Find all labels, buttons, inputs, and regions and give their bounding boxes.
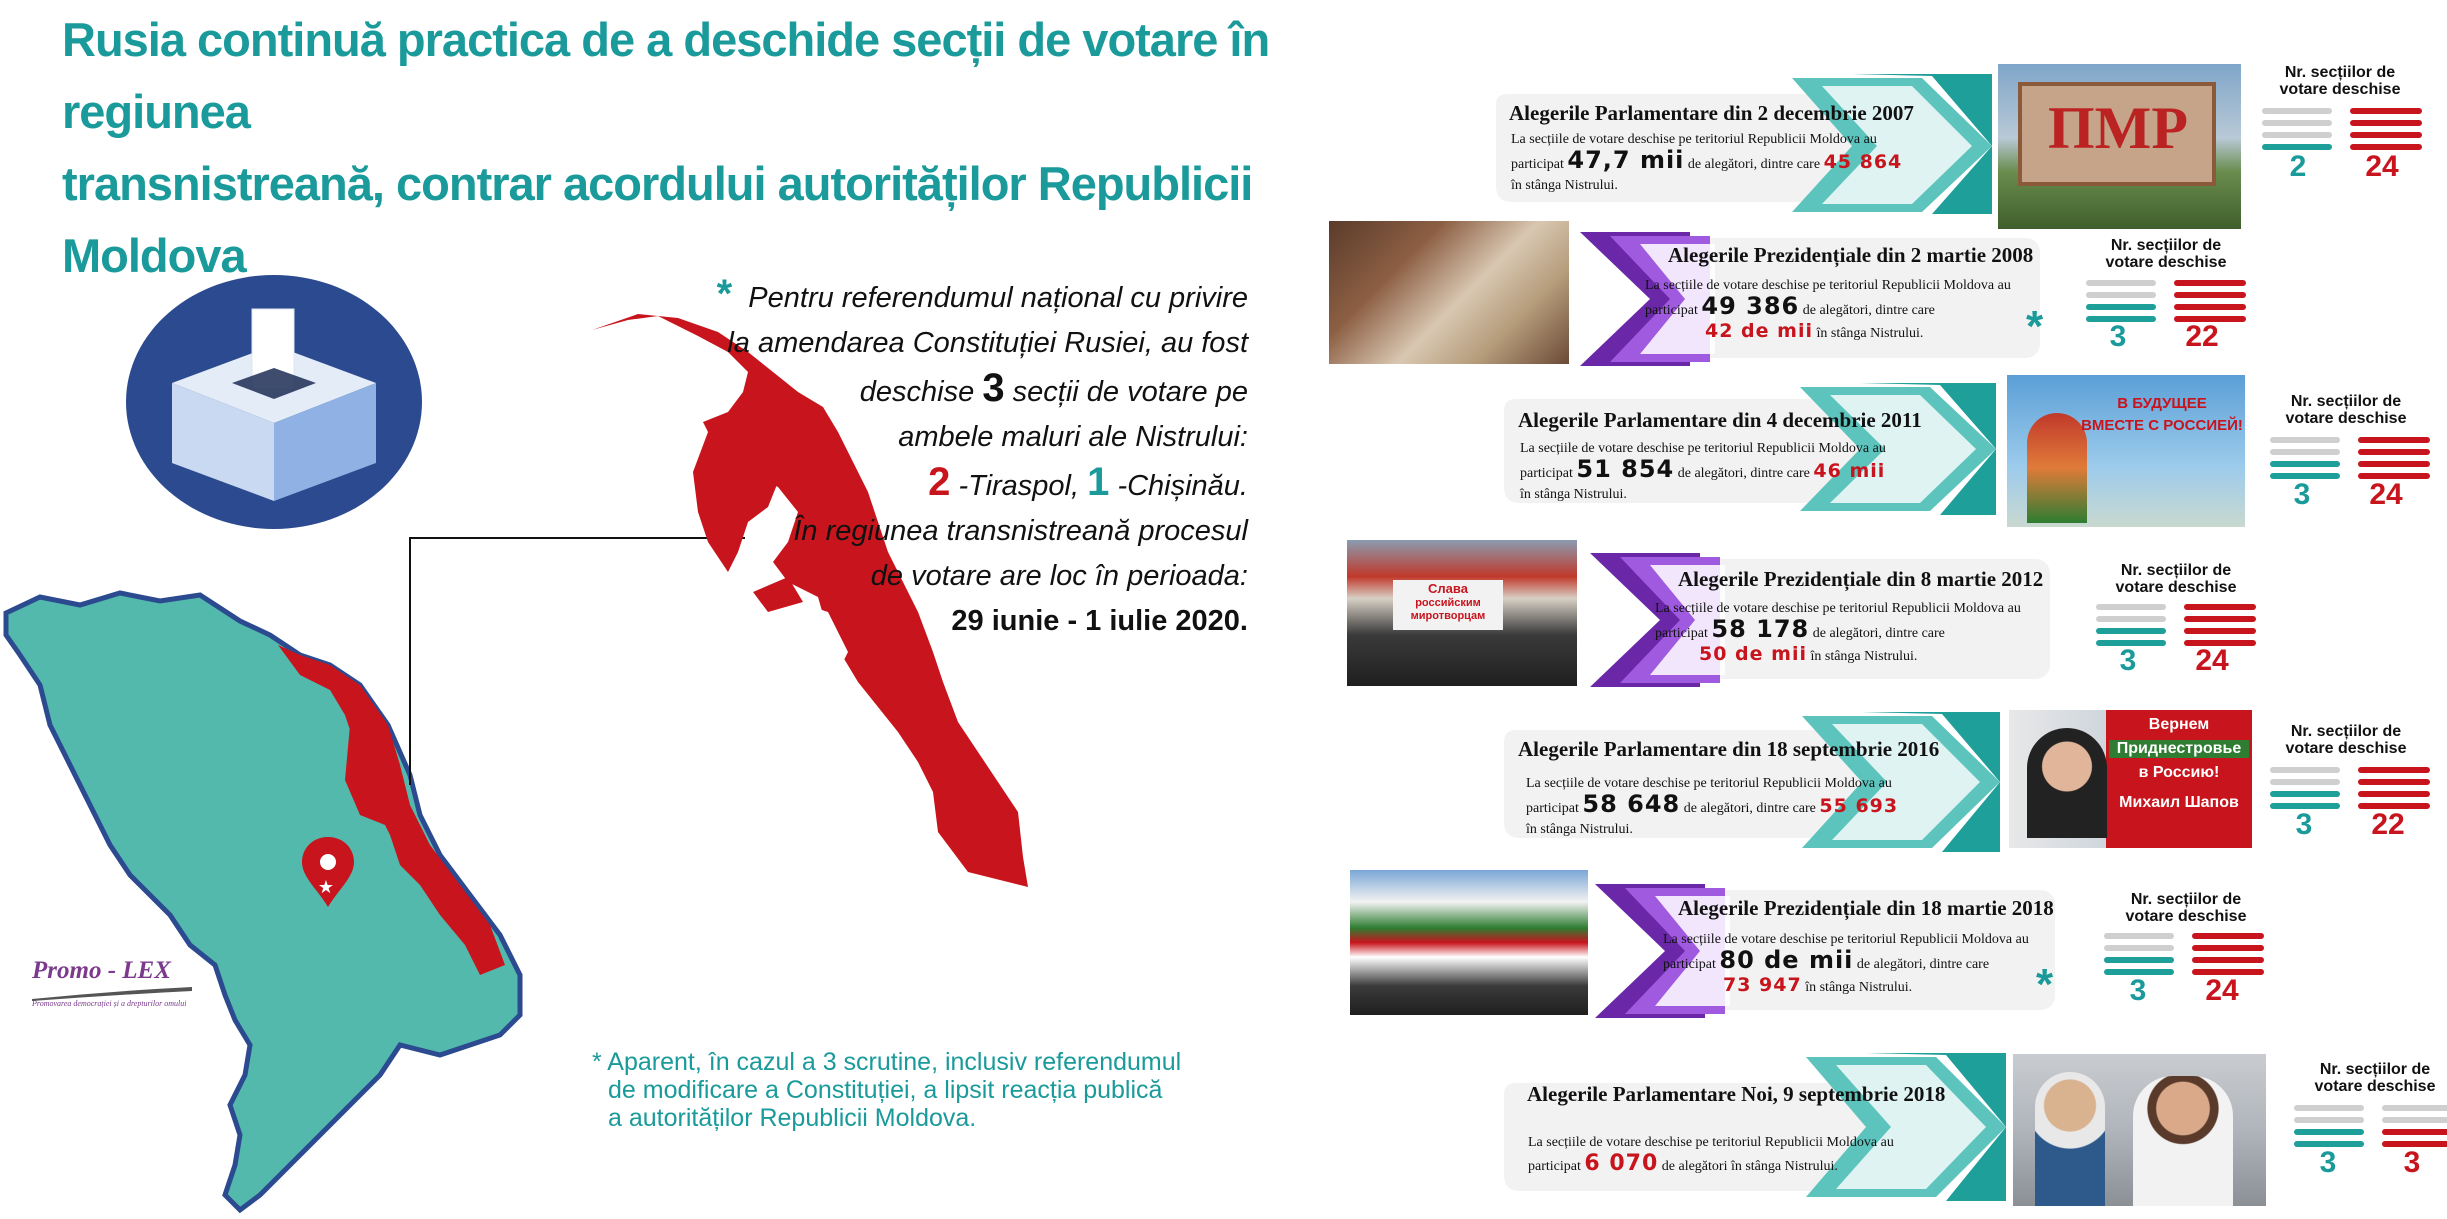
count-bars: [2096, 602, 2256, 648]
election-details: [1528, 1132, 1894, 1177]
left-bank-label: în stânga Nistrului.: [1511, 178, 1618, 193]
chisinau-side-count: 3: [2319, 1146, 2337, 1179]
count-bars: [2104, 931, 2264, 977]
page-title: [62, 4, 1392, 292]
chisinau-side-count: 3: [2293, 478, 2311, 511]
total-voters: 6 070: [1584, 1151, 1659, 1176]
left-bank-label: în stânga Nistrului.: [1805, 980, 1913, 995]
logo-tagline: Promovarea democrației și a drepturilor omului: [32, 999, 187, 1008]
count-header: Nr. secțiilor de votare deschise: [2285, 393, 2407, 427]
transnistria-side-count: 24: [2369, 478, 2403, 511]
count-bars: [2262, 106, 2422, 152]
referendum-line-3a: deschise: [859, 376, 975, 408]
slava-sign-line-3: миротворцам: [1410, 610, 1486, 622]
voters-photo-2008: [1329, 221, 1569, 364]
transnistria-side-count: 24: [2195, 644, 2229, 677]
left-bank-voters: 73 947: [1723, 974, 1802, 996]
chisinau-side-count: 3: [2129, 974, 2147, 1007]
chisinau-label: -Chișinău.: [1117, 470, 1248, 502]
referendum-note: [700, 272, 1248, 644]
tiraspol-label: -Tiraspol,: [958, 470, 1080, 502]
election-details: [1655, 598, 2021, 667]
slava-sign-line-2: российским: [1415, 597, 1481, 609]
left-bank-voters: 55 693: [1819, 795, 1899, 817]
referendum-total-count: 3: [982, 366, 1005, 410]
left-bank-label: în stânga Nistrului.: [1526, 822, 1633, 837]
count-header: Nr. secțiilor de votare deschise: [2279, 64, 2401, 98]
panel-banner-2018-parliamentary: [1500, 1053, 2010, 1201]
title-line-1: Rusia continuă practica de a deschide secții de votare în regiunea: [62, 13, 1270, 138]
intro-text: La secțiile de votare deschise pe teritoriul Republicii Moldova au: [1528, 1135, 1894, 1150]
participat-label: participat: [1526, 801, 1579, 816]
count-header: Nr. secțiilor de votare deschise: [2125, 891, 2247, 925]
referendum-line-3b: secții de votare pe: [1012, 376, 1248, 408]
count-bars: [2294, 1103, 2447, 1149]
intro-text: La secțiile de votare deschise pe teritoriul Republicii Moldova au: [1520, 441, 1886, 456]
left-bank-voters: 45 864: [1823, 151, 1903, 173]
participat-label: participat: [1520, 466, 1573, 481]
election-title: Alegerile Prezidențiale din 18 martie 2018: [1678, 896, 2054, 920]
election-title: Alegerile Parlamentare din 2 decembrie 2007: [1509, 101, 1914, 125]
participat-label: participat: [1645, 303, 1698, 318]
referendum-line-1: Pentru referendumul național cu privire: [748, 282, 1248, 314]
election-title: Alegerile Parlamentare Noi, 9 septembrie 2018: [1527, 1082, 1946, 1106]
election-details: [1645, 275, 2011, 344]
moscow-banner-photo: [2007, 375, 2245, 527]
voters-among-label: de alegători, dintre care: [1802, 303, 1935, 318]
asterisk-icon: *: [2036, 960, 2054, 1009]
voters-among-label: de alegători, dintre care: [1856, 957, 1990, 972]
transnistria-side-count: 24: [2365, 150, 2399, 183]
participat-label: participat: [1655, 626, 1708, 641]
logo-swoosh: [32, 987, 192, 1001]
count-bars: [2270, 765, 2430, 811]
poster-text-2: Приднестровье: [2109, 740, 2249, 758]
left-bank-voters: 50 de mii: [1699, 643, 1807, 665]
footnote-line-1: * Aparent, în cazul a 3 scrutine, inclusiv referendumul: [592, 1048, 1182, 1076]
election-title: Alegerile Parlamentare din 18 septembrie 2016: [1518, 737, 1940, 761]
promo-lex-logo: [32, 957, 202, 1008]
total-voters: 49 386: [1701, 292, 1800, 320]
banner-text-1: В БУДУЩЕЕ: [2117, 395, 2207, 412]
referendum-line-4: ambele maluri ale Nistrului:: [898, 421, 1248, 453]
asterisk-icon: *: [716, 272, 733, 316]
footnote-line-3: a autorităților Republicii Moldova.: [608, 1104, 977, 1132]
pmr-sign-text: ПМР: [2048, 95, 2188, 161]
chisinau-side-count: 3: [2119, 644, 2137, 677]
chisinau-count: 1: [1087, 460, 1110, 504]
campaign-poster-photo: [2009, 710, 2252, 848]
election-details: [1663, 929, 2029, 998]
voters-among-label: de alegători, dintre care: [1812, 626, 1945, 641]
asterisk-icon: *: [2026, 302, 2044, 351]
election-title: Alegerile Prezidențiale din 2 martie 2008: [1668, 243, 2034, 267]
transnistria-side-count: 22: [2185, 320, 2219, 353]
total-voters: 80 de mii: [1719, 946, 1854, 974]
left-bank-label: în stânga Nistrului.: [1520, 487, 1627, 502]
poster-text-1: Вернем: [2148, 716, 2210, 733]
intro-text: La secțiile de votare deschise pe teritoriul Republicii Moldova au: [1645, 278, 2011, 293]
pmr-sign-photo: [1998, 64, 2241, 229]
referendum-line-2: la amendarea Constituției Rusiei, au fost: [727, 327, 1248, 359]
title-line-2: transnistreană, contrar acordului autorităților Republicii Moldova: [62, 157, 1253, 282]
count-bars: [2270, 435, 2430, 481]
rally-photo-2018: [1350, 870, 1588, 1015]
total-voters: 58 648: [1582, 790, 1681, 818]
election-details: [1511, 129, 1902, 196]
count-header: Nr. secțiilor de votare deschise: [2285, 723, 2407, 757]
rally-photo-2012: [1347, 540, 1577, 686]
voters-among-label: de alegători, dintre care: [1683, 801, 1816, 816]
intro-text: La secțiile de votare deschise pe teritoriul Republicii Moldova au: [1663, 932, 2029, 947]
left-bank-voters: 46 mii: [1813, 460, 1886, 482]
total-voters: 51 854: [1576, 455, 1675, 483]
election-details: [1520, 438, 1886, 505]
intro-text: La secțiile de votare deschise pe teritoriul Republicii Moldova au: [1655, 601, 2021, 616]
left-bank-label: în stânga Nistrului.: [1816, 326, 1924, 341]
election-title: Alegerile Parlamentare din 4 decembrie 2011: [1518, 408, 1922, 432]
referendum-line-6: În regiunea transnistreană procesul: [793, 515, 1248, 547]
footnote: [592, 1048, 1252, 1132]
slava-sign-line-1: Слава: [1428, 581, 1468, 596]
count-header: Nr. secțiilor de votare deschise: [2314, 1061, 2436, 1095]
logo-name: Promo - LEX: [32, 957, 171, 984]
voters-left-bank-label: de alegători în stânga Nistrului.: [1661, 1159, 1838, 1174]
poster-text-4: Михаил Шапов: [2119, 794, 2239, 811]
chisinau-side-count: 2: [2289, 150, 2307, 183]
voting-officials-photo: [2013, 1054, 2266, 1206]
intro-text: La secțiile de votare deschise pe teritoriul Republicii Moldova au: [1526, 776, 1892, 791]
intro-text: La secțiile de votare deschise pe teritoriul Republicii Moldova au: [1511, 132, 1877, 147]
election-details: [1526, 773, 1898, 840]
ballot-box-icon: [124, 273, 424, 531]
referendum-line-7: de votare are loc în perioada:: [870, 560, 1248, 592]
total-voters: 47,7 mii: [1567, 146, 1685, 174]
total-voters: 58 178: [1711, 615, 1810, 643]
left-bank-label: în stânga Nistrului.: [1810, 649, 1918, 664]
footnote-line-2: de modificare a Constituției, a lipsit reacția publică: [608, 1076, 1163, 1104]
poster-text-3: в Россию!: [2138, 764, 2220, 781]
chisinau-side-count: 3: [2109, 320, 2127, 353]
star-icon: ★: [317, 877, 335, 898]
transnistria-side-count: 3: [2403, 1146, 2421, 1179]
referendum-dates: 29 iunie - 1 iulie 2020.: [951, 605, 1248, 637]
election-title: Alegerile Prezidențiale din 8 martie 2012: [1678, 567, 2044, 591]
banner-text-2: ВМЕСТЕ С РОССИЕЙ!: [2081, 417, 2243, 434]
voters-among-label: de alegători, dintre care: [1677, 466, 1810, 481]
count-bars: [2086, 278, 2246, 324]
transnistria-side-count: 24: [2205, 974, 2239, 1007]
participat-label: participat: [1663, 957, 1716, 972]
transnistria-side-count: 22: [2371, 808, 2405, 841]
voters-among-label: de alegători, dintre care: [1687, 157, 1821, 172]
tiraspol-count: 2: [928, 460, 951, 504]
participat-label: participat: [1528, 1159, 1581, 1174]
chisinau-side-count: 3: [2295, 808, 2313, 841]
left-bank-voters: 42 de mii: [1705, 320, 1813, 342]
count-header: Nr. secțiilor de votare deschise: [2105, 237, 2227, 271]
participat-label: participat: [1511, 157, 1564, 172]
count-header: Nr. secțiilor de votare deschise: [2115, 562, 2237, 596]
